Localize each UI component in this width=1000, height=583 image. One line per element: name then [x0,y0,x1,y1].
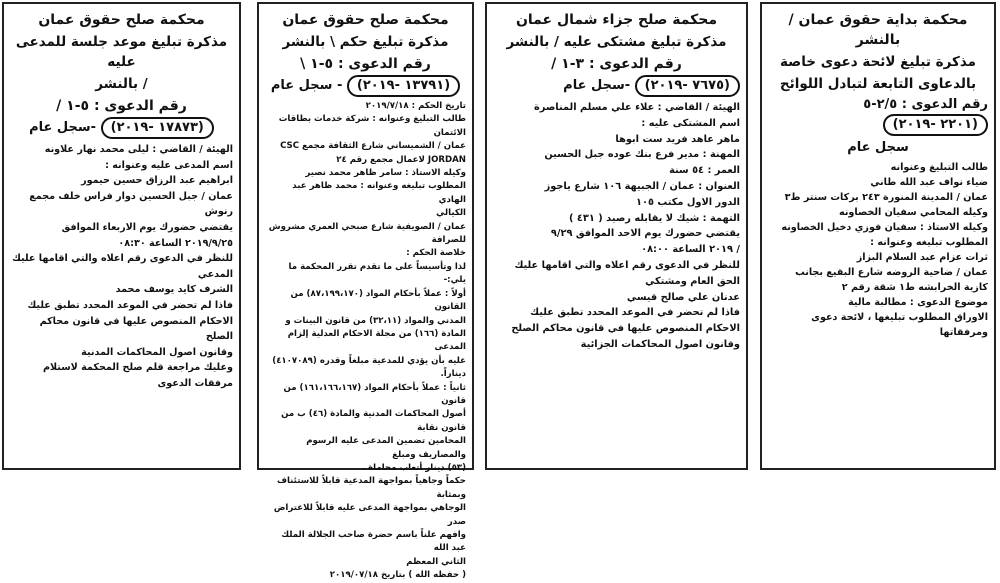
notice-line: عمان / جبل الحسين دوار فراس خلف مجمع [29,190,233,202]
notice-line: ماهر عاهد فريد ست ابوها [615,133,740,145]
notice-line: لذا وتأسيساً على ما تقدم تقرر المحكمة ما يلي:- [288,261,466,286]
registry-label: -سجل عام [563,78,631,93]
notice-line: للنظر في الدعوى رقم اعلاه والتي اقامها عليك [12,253,233,265]
notice-line: موضوع الدعوى : مطالبة مالية [848,297,988,308]
notice-line: المحامين تضمين المدعى عليه الرسوم والمصاريف ومبلغ [306,436,466,460]
case-year: (٢٢٠١ -٢٠١٩) [883,114,988,136]
notice-line: رنوش [204,206,233,218]
notice-line: الكيالي [436,208,466,219]
case-number: رقم الدعوى : ٥-١ / [56,98,187,114]
notice-line: ومرفقاتها [939,327,988,338]
notice-line: التهمة : شيك لا يقابله رصيد ( ٤٣١ ) [569,212,740,224]
notice-title: محكمة بداية حقوق عمان / بالنشر [788,12,968,48]
notice-line: العمر : ٥٤ سنة [669,165,740,177]
notice-line: المطلوب تبليغه وعنوانه : محمد ظاهر عبد الهادي [292,181,466,205]
notice-line: وكيله الاستاذ : سامر ظاهر محمد نصير [305,168,466,179]
notice-title: محكمة صلح جزاء شمال عمان [515,12,718,28]
notice-line: ثانياً : عملاً بأحكام المواد (١٦١،١٦٦،١٦٧) من قانون [283,382,466,406]
notice-line: ديناراً. [440,369,466,380]
notice-subtitle: مذكرة تبليغ لائحة دعوى خاصة [779,54,977,70]
notice-line: الحق العام ومشتكي [645,275,740,287]
notice-subtitle-2: / بالنشر [95,76,148,92]
notice-line: أولاً : عملاً بأحكام المواد (٨٧،١٩٩،١٧٠) من القانون [290,288,466,313]
notice-line: وافهم علناً باسم حضرة صاحب الجلالة الملك عبد الله [281,530,466,554]
case-registry-row [265,75,466,97]
notice-line: ثرات عزام عبد السلام البزاز [856,252,988,263]
notice-line: عليه بأن يؤدي للمدعية مبلغاً وقدره (٤١٠٧٠٨٩) [272,355,466,366]
notice-line: (٥٣) دينار أتعاب محاماة . [361,462,466,473]
notice-line: المدعي [197,268,233,280]
notice-judgment [257,2,474,581]
notice-line: الهيئة / القاضي : علاء علي مسلم المناصرة [533,102,740,113]
notice-line: عمان / الشميساني شارع الثقافة مجمع CSC [280,141,466,152]
registry-label: سجل عام [847,140,909,155]
notice-line: ٢٠١٩/٩/٢٥ الساعة ٠٨:٣٠ [118,237,233,249]
notice-line: فاذا لم تحضر في الموعد المحدد تطبق عليك [530,307,740,319]
notice-line: / ٢٠١٩ الساعة ٠٨:٠٠ [641,244,740,256]
notice-line: مرفقات الدعوى [157,377,233,389]
notice-line: يقتضي حضورك يوم الاربعاء الموافق [61,221,233,233]
notice-line: تاريخ الحكم : ٢٠١٩/٧/١٨ [365,101,466,111]
notice-line: وكيله الاستاذ : سفيان فوزي دخيل الخصاونه [781,222,988,233]
registry-label: -سجل عام [29,120,97,135]
notice-line: طالب التبليغ وعنوانه [890,162,988,173]
case-registry-row [10,117,233,139]
case-number: رقم الدعوى : ٣-١ / [551,56,682,72]
case-year: (١٣٧٩١ -٢٠١٩) [347,75,460,97]
notice-line: ( حفظه الله ) بتاريخ ٢٠١٩/٠٧/١٨ [329,570,466,581]
notice-line: JORDAN لاعمال مجمع رقم ٢٤ [336,154,466,165]
notice-line: الوجاهي بمواجهة المدعى عليه قابلاً للاعتراض صدر [273,503,466,527]
notice-line: حكماً وجاهياً بمواجهة المدعية قابلاً للاستئناف وبمثابة [276,476,466,500]
notice-line: المطلوب تبليغه وعنوانه : [870,237,988,248]
notice-line: للنظر في الدعوى رقم اعلاه والتي اقامها عليك [514,259,740,271]
notice-subtitle: مذكرة تبليغ مشتكى عليه / بالنشر [506,34,727,50]
notice-line: عمان / الصويفية شارع صبحي العمري مشروش للصرافة [268,221,466,246]
notice-line: خلاصة الحكم : [406,248,466,259]
notice-line: الثاني المعظم [406,556,466,567]
notice-line: وعليك مراجعة قلم صلح المحكمة لاستلام [42,362,233,374]
notice-line: عمان / المدينة المنورة ٢٤٣ بركات سنتر ط٣ [784,192,988,203]
case-registry-row [493,75,740,97]
registry-label: - سجل عام [270,78,343,93]
case-registry-row [768,96,988,136]
notice-line: اسم المدعى عليه وعنوانه : [105,159,233,171]
case-number: رقم الدعوى : ٢/٥-٥ [863,97,988,112]
notice-line: عدنان علي صالح قيسي [626,291,740,303]
notice-line: اسم المشتكى عليه : [641,117,740,129]
notice-line: المادة (١٦٦) من مجلة الاحكام العدلية إلزام المدعى [287,328,466,353]
notice-line: وكيله المحامي سفيان الخصاونه [839,207,988,218]
notice-hearing-date [2,2,241,470]
notice-line: كازية الخرابشه ط١ شقة رقم ٢ [841,282,988,293]
notice-subtitle-2: بالدعاوى التابعة لتبادل اللوائح [779,76,977,92]
notice-subtitle: مذكرة تبليغ حكم \ بالنشر [282,34,449,50]
notice-line: الدور الاول مكتب ١٠٥ [636,196,740,208]
notice-line: الاحكام المنصوص عليها في قانون محاكم الصلح [39,315,233,343]
notice-line: الهيئة / القاضي : ليلى محمد نهار علاونه [44,144,233,155]
notice-line: العنوان : عمان / الجبيهة ١٠٦ شارع ياجوز [544,180,740,192]
notice-line: أصول المحاكمات المدنية والمادة (٤٦) ب من قانون نقابة [281,409,466,433]
notice-line: الشرف كايد يوسف محمد [115,284,233,296]
notice-line: فاذا لم تحضر في الموعد المحدد تطبق عليك [27,299,233,311]
notice-subtitle: مذكرة تبليغ موعد جلسة للمدعى عليه [15,34,228,70]
notice-line: المهنة : مدير فرع بنك عوده جبل الحسين [544,149,740,161]
notice-line: ضياء نواف عبد الله طاني [870,177,988,188]
notice-line: الاحكام المنصوص عليها في قانون محاكم الصلح [511,323,740,335]
notice-line: الاوراق المطلوب تبليغها ، لائحة دعوى [811,312,988,323]
notice-defendant [485,2,748,470]
case-year: (٧٦٧٥ -٢٠١٩) [635,75,740,97]
notice-line: عمان / ضاحية الروضه شارع البقيع بجانب [795,267,988,278]
notice-title: محكمة صلح حقوق عمان [38,12,205,28]
notice-line: طالب التبليغ وعنوانه : شركة خدمات بطاقات الائتمان [278,114,466,138]
notice-title: محكمة صلح حقوق عمان [282,12,449,28]
case-number: رقم الدعوى : ٥-١ \ [300,56,431,72]
notice-claim [760,2,996,470]
notice-line: يقتضي حضورك يوم الاحد الموافق ٩/٢٩ [550,228,740,240]
notice-line: ابراهيم عبد الرزاق حسين حيمور [81,175,233,187]
case-year: (١٧٨٧٣ -٢٠١٩) [101,117,214,139]
notice-line: وقانون اصول المحاكمات المدنية [81,346,233,358]
notice-line: وقانون اصول المحاكمات الجزائية [580,338,740,350]
notice-line: المدني والمواد (٣٢،١١) من قانون البينات و [285,315,466,326]
